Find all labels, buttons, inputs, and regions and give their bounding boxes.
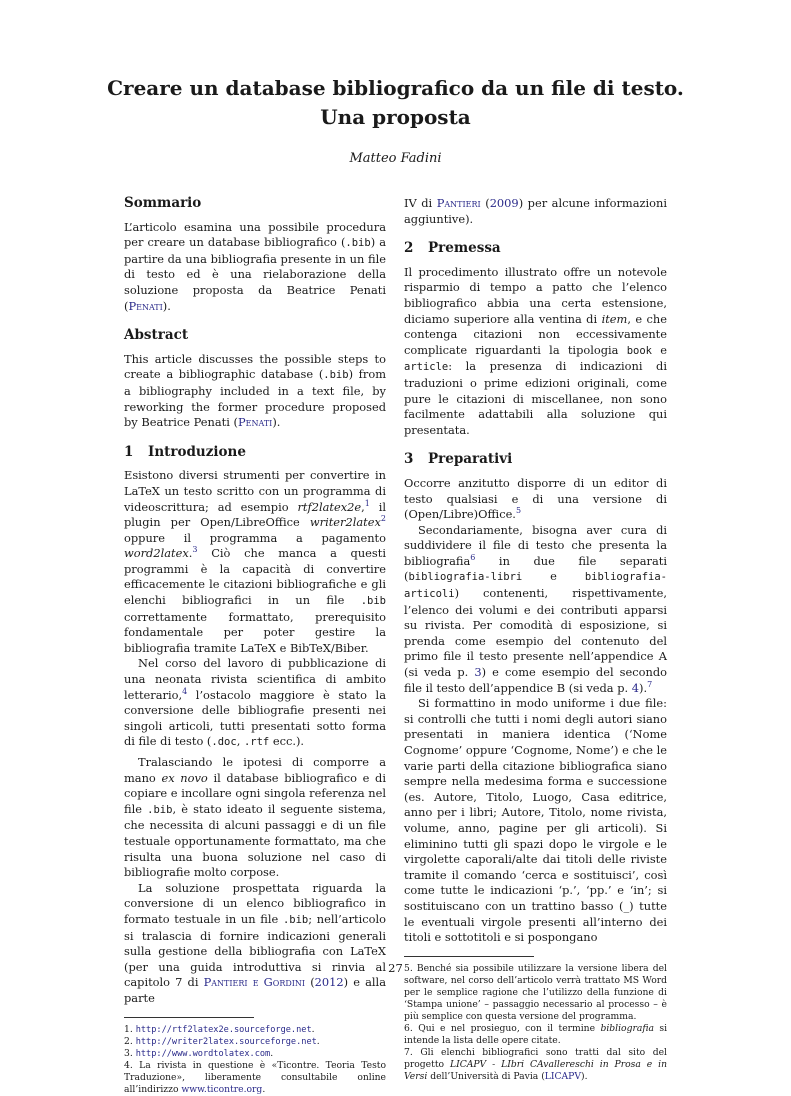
footnote-ref[interactable]: 3 bbox=[192, 545, 198, 555]
citation-link[interactable]: Pantieri e Gordini bbox=[203, 975, 306, 990]
footnote-url[interactable]: http://rtf2latex2e.sourceforge.net bbox=[135, 1024, 312, 1035]
footnote-url[interactable]: http://www.wordtolatex.com bbox=[135, 1048, 271, 1059]
footnote-1: 1. http://rtf2latex2e.sourceforge.net. bbox=[124, 1023, 315, 1035]
sommario-heading: Sommario bbox=[124, 195, 202, 211]
footnote-rule bbox=[124, 1017, 254, 1018]
footnote-ref[interactable]: 2 bbox=[380, 514, 386, 524]
title-line-1: Creare un database bibliografico da un file di testo. bbox=[107, 76, 684, 100]
footnote-ref[interactable]: 4 bbox=[182, 686, 188, 696]
abstract-text: This article discusses the possible steps to create a bibliographic database (.bib) from a bibliography included in a text file, by reworking the former procedure proposed by Beatrice Penati (Penati). bbox=[124, 351, 386, 430]
continued-paragraph: IV di Pantieri (2009) per alcune informazioni aggiuntive). bbox=[404, 196, 668, 226]
section-2-heading: 2 Premessa bbox=[404, 240, 501, 257]
footnote-ref[interactable]: 6 bbox=[470, 553, 476, 563]
footnote-4: 4. La rivista in questione è «Ticontre. Teoria Testo Traduzione», liberamente consultabile online all’indirizzo www.ticontre.org. bbox=[124, 1059, 387, 1095]
preparativi-paragraph-3: Si formattino in modo uniforme i due file: si controlli che tutti i nomi degli autori siano presentati in maniera identica (‘Nome Cognome’ oppure ‘Cognome, Nome’) e che le varie parti della citazione bibliografica siano sempre nella medesima forma e successione (es. Autore, Titolo, Luogo, Casa editrice, anno per i libri; Autore, Titolo, nome rivista, volume, anno, pagine per gli articoli). Si eliminino tutti gli spazi dopo le virgole e le virgolette caporali/alte dai titoli delle riviste tramite il comando ‘cerca e sostituisci’, così come tutte le indicazioni ‘p.’, ‘pp.’ e ‘in’; si sostituiscano con un trattino basso (_) tutte le eventuali virgole presenti all’interno dei titoli e sottotitoli e si pospongano bbox=[404, 696, 667, 945]
footnote-5: 5. Benché sia possibile utilizzare la versione libera del software, nel corso dell’articolo verrà trattato MS Word per le semplice ragione che l’utilizzo della funzione di ‘Stampa unione’ – passaggio necessario al processo – è più semplice con questa versione del programma. bbox=[404, 962, 667, 1022]
intro-paragraph-4: La soluzione prospettata riguarda la conversione di un elenco bibliografico in formato testuale in un file .bib; nell’articolo si tralascia di fornire indicazioni generali sulla gestione della bibliografia con LaTeX (per una guida introduttiva si rinvia al capitolo 7 di Pantieri e Gordini (2012) e alla parte bbox=[124, 880, 386, 1005]
citation-year-link[interactable]: 2009 bbox=[489, 196, 519, 210]
page-ref-link[interactable]: 3 bbox=[474, 665, 482, 680]
citation-link[interactable]: Penati bbox=[128, 298, 163, 313]
intro-paragraph-1: Esistono diversi strumenti per convertire in LaTeX un testo scritto con un programma di videoscrittura; ad esempio rtf2latex2e,$^1$ il plugin per Open/LibreOffice writer2latex$^2$ oppure il programma a pagamento word2latex.$^3$ Ciò che manca a questi programmi è la capacità di convertire efficacemente le citazioni bibliografiche e gli elenchi bibliografici in un file .bib correttamente formattato, prerequisito fondamentale per poter gestire la bibliografia tramite LaTeX e BibTeX/Biber. bbox=[124, 468, 386, 655]
page-number: 27 bbox=[388, 961, 403, 975]
footnote-url[interactable]: http://writer2latex.sourceforge.net bbox=[135, 1036, 317, 1047]
citation-link[interactable]: Pantieri bbox=[436, 196, 481, 210]
preparativi-paragraph-2: Secondariamente, bisogna aver cura di suddividere il file di testo che presenta la bibliografia$^6$ in due file separati (bibliografia-libri e bibliografia-articoli) contenenti, rispettivamente, l’elenco dei volumi e dei contributi apparsi su rivista. Per comodità di esposizione, si prenda come esempio del contenuto del primo file il testo presente nell’appendice A (si veda p. 3) e come esempio del secondo file il testo dell’appendice B (si veda p. 4).$^7$ bbox=[404, 522, 667, 695]
sommario-text: L’articolo esamina una possibile procedura per creare un database bibliografico (.bib) a partire da una bibliografia presente in un file di testo ed è una rielaborazione della soluzione proposta da Beatrice Penati (Penati). bbox=[124, 219, 387, 313]
footnotes-left bbox=[124, 1024, 386, 1096]
footnote-ref[interactable]: 7 bbox=[647, 679, 653, 689]
abstract-heading: Abstract bbox=[124, 327, 189, 344]
footnote-ref[interactable]: 5 bbox=[515, 506, 522, 516]
footnote-3: 3. http://www.wordtolatex.com. bbox=[124, 1047, 274, 1059]
footnotes-right bbox=[404, 963, 667, 1083]
footnote-6: 6. Qui e nel prosieguo, con il termine bibliografia si intende la lista delle opere citate. bbox=[404, 1022, 668, 1046]
intro-paragraph-2: Nel corso del lavoro di pubblicazione di una neonata rivista scientifica di ambito letterario,$^4$ l’ostacolo maggiore è stato la conversione delle bibliografie presenti nei singoli articoli, tutti presentati sotto forma di file di testo (.doc, .rtf ecc.). bbox=[124, 656, 386, 749]
section-1-heading: 1 Introduzione bbox=[124, 443, 246, 460]
citation-year-link[interactable]: 2012 bbox=[314, 975, 344, 990]
section-3-heading: 3 Preparativi bbox=[404, 451, 513, 468]
page-ref-link[interactable]: 4 bbox=[631, 680, 640, 695]
author-name: Matteo Fadini bbox=[349, 151, 442, 166]
premessa-paragraph: Il procedimento illustrato offre un notevole risparmio di tempo a patto che l’elenco bibliografico abbia una certa estensione, diciamo superiore alla ventina di item, e che contenga citazioni non eccessivamente complicate riguardanti la tipologia book e article: la presenza di indicazioni di traduzioni o prime edizioni originali, come pure le citazioni di miscellanee, non sono facilmente adattabili alla soluzione qui presentata. bbox=[404, 264, 667, 437]
citation-link[interactable]: Penati bbox=[237, 415, 273, 430]
title-line-2: Una proposta bbox=[320, 105, 471, 129]
footnote-ref[interactable]: 1 bbox=[364, 498, 370, 508]
preparativi-paragraph-1: Occorre anzitutto disporre di un editor di testo qualsiasi e di una versione di (Open/Libre)Office.$^5$ bbox=[404, 475, 667, 522]
intro-paragraph-3: Tralasciando le ipotesi di comporre a mano ex novo il database bibliografico e di copiare e incollare ogni singola referenza nel file .bib, è stato ideato il seguente sistema, che necessita di alcuni passaggi e di un file testuale opportunamente formattato, ma che risulta una buona soluzione nel caso di bibliografie molto corpose. bbox=[124, 755, 386, 880]
footnote-rule bbox=[404, 956, 534, 957]
footnote-2: 2. http://writer2latex.sourceforge.net. bbox=[124, 1035, 320, 1047]
paper-title bbox=[60, 74, 731, 132]
footnote-7: 7. Gli elenchi bibliografici sono tratti dal sito del progetto LICAPV - LIbri CAvallereschi in Prosa e in Versi dell’Università di Pavia (LICAPV). bbox=[404, 1046, 667, 1082]
right-column bbox=[404, 196, 667, 1083]
citation-link[interactable]: LICAPV bbox=[544, 1070, 581, 1082]
footnote-link[interactable]: www.ticontre.org bbox=[181, 1083, 263, 1095]
